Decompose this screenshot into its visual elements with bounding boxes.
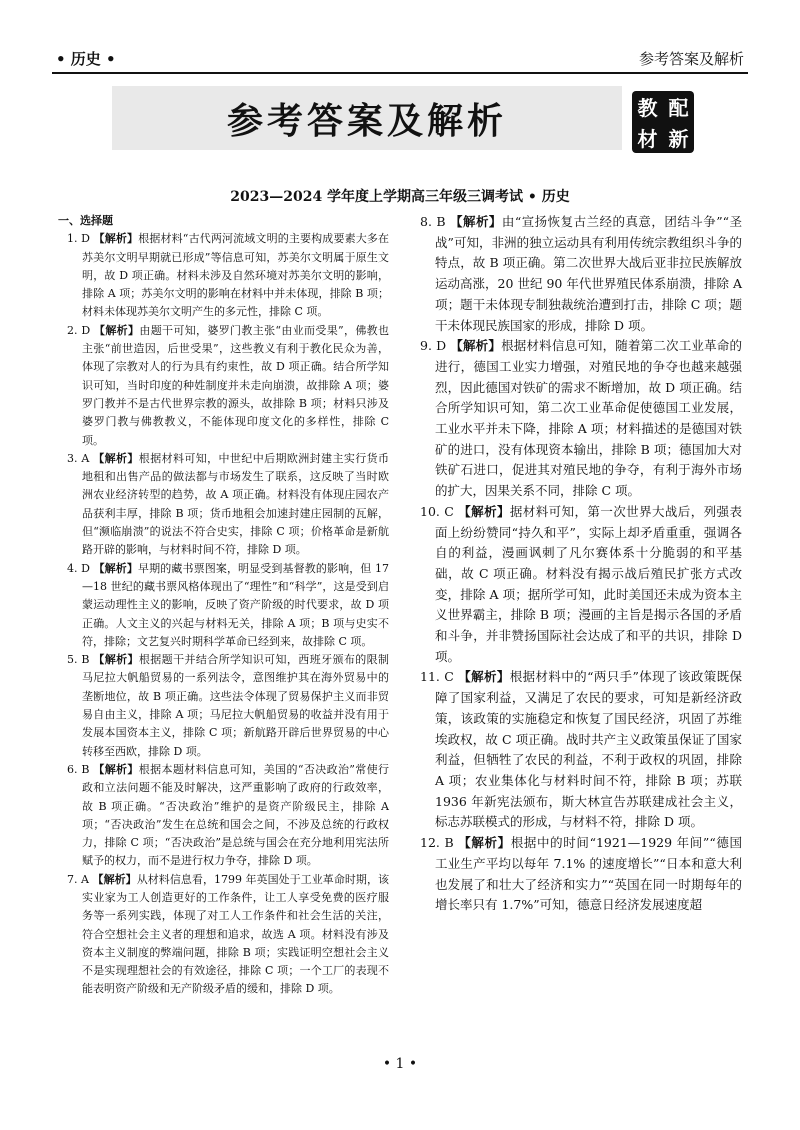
page-number: • 1 •	[382, 1056, 418, 1072]
answer-item-1: 1. D 【解析】根据材料“古代两河流域文明的主要构成要素大多在苏美尔文明早期就已形成”等信息可知，苏美尔文明属于原生文明，故 D 项正确。材料未涉及自然环境对苏美尔文明的影响，排除 A 项；苏美尔文明的影响在材料中并未体现，排除 B 项；材料未体现苏美尔文明产生的多元性，排除 C 项。	[67, 232, 390, 319]
publisher-logo	[632, 91, 694, 153]
answer-item-3: 3. A 【解析】根据材料可知，中世纪中后期欧洲封建主实行货币地租和出售产品的做法都与市场发生了联系，这反映了当时欧洲农业经济转型的趋势，故 A 项正确。材料没有体现庄园农产品获利丰厚，排除 B 项；货币地租会加速封建庄园制的瓦解，但“濒临崩溃”的说法不符合史实，排除 C 项；价格革命是新航路开辟的影响，与材料时间不符，排除 D 项。	[67, 451, 390, 557]
answer-item-8: 8. B 【解析】由“宣扬恢复古兰经的真意，团结斗争”“圣战”可知，非洲的独立运动具有利用传统宗教组织斗争的特点，故 B 项正确。第二次世界大战后亚非拉民族解放运动高涨，20 世纪 90 年代世界殖民体系崩溃，排除 A 项；题干未体现专制独裁统治遭到打击，排除 C 项；题干未体现民族国家的形成，排除 D 项。	[420, 214, 742, 333]
exam-title: 2023—2024 学年度上学期高三年级三调考试 • 历史	[230, 189, 570, 205]
logo-char: 教	[637, 96, 658, 120]
answer-item-7: 7. A 【解析】从材料信息看，1799 年英国处于工业革命时期，该实业家为工人创造更好的工作条件，让工人享受免费的医疗服务等一系列实践，体现了对工人工作条件和社会生活的关注，符合空想社会主义者的理想和追求，故选 A 项。材料没有涉及资本主义制度的弊端问题，排除 B 项；实践证明空想社会主义不是实现理想社会的有效途径，排除 C 项；一个工厂的表现不能表明资产阶级和无产阶级矛盾的缓和，排除 D 项。	[67, 872, 390, 996]
header-divider	[52, 72, 748, 74]
answer-item-6: 6. B 【解析】根据本题材料信息可知，美国的“否决政治”常使行政和立法问题不能及时解决，这严重影响了政府的行政效率，故 B 项正确。“否决政治”维护的是资产阶级民主，排除 A 项；“否决政治”发生在总统和国会之间，不涉及总统的行政权力，排除 C 项；“否决政治”是总统与国会在充分地利用宪法所赋予的权力，而不是进行权力争夺，排除 D 项。	[67, 762, 390, 868]
logo-char: 材	[637, 127, 658, 151]
logo-char: 配	[668, 96, 689, 120]
right-column	[411, 212, 742, 916]
header-subject: • 历史 •	[56, 50, 116, 68]
answer-item-11: 11. C 【解析】根据材料中的“两只手”体现了该政策既保障了国家利益，又满足了农民的要求，可知是新经济政策，该政策的实施稳定和恢复了国民经济，巩固了苏维埃政权，故 C 项正确。战时共产主义政策虽保证了国家利益，但牺牲了农民的利益，不利于政权的巩固，排除 A 项；农业集体化与材料时间不符，排除 B 项；苏联 1936 年新宪法颁布，斯大林宣告苏联建成社会主义，标志苏联模式的形成，与材料不符，排除 D 项。	[420, 669, 742, 830]
left-column	[58, 212, 389, 999]
answer-item-9: 9. D 【解析】根据材料信息可知，随着第二次工业革命的进行，德国工业实力增强，对殖民地的争夺也越来越强烈，因此德国对铁矿的需求不断增加，故 D 项正确。结合所学知识可知，第二次工业革命促使德国工业发展，工业水平并未下降，排除 A 项；材料描述的是德国对铁矿的进口，没有体现资本输出，排除 B 项；德国加大对铁矿石进口，促进其对殖民地的争夺，有利于海外市场的扩大，因果关系不同，排除 C 项。	[420, 338, 742, 499]
answer-item-2: 2. D 【解析】由题干可知，婆罗门教主张“由业而受果”，佛教也主张“前世造因，后世受果”，这些教义有利于教化民众为善，体现了宗教对人的行为具有约束性，故 D 项正确。结合所学知识可知，当时印度的种姓制度并未走向崩溃，故排除 A 项；婆罗门教并不是古代世界宗教的源头，故排除 B 项；材料只涉及婆罗门教与佛教教义，不能体现印度文化的多样性，排除 C 项。	[67, 323, 390, 447]
title-banner	[112, 86, 622, 150]
section-title: 一、选择题	[58, 214, 113, 227]
answer-item-12: 12. B 【解析】根据中的时间“1921—1929 年间”“德国工业生产平均以每年 7.1% 的速度增长”“日本和意大利也发展了和壮大了经济和实力”“英国在同一时期每年的增长率只有 1.7%”可知，德意日经济发展速度超	[420, 835, 742, 913]
logo-char: 新	[668, 127, 689, 151]
answer-item-10: 10. C 【解析】据材料可知，第一次世界大战后，列强表面上纷纷赞同“持久和平”，实际上却矛盾重重，强调各自的利益，漫画讽刺了凡尔赛体系十分脆弱的和平基础，故 C 项正确。材料没有揭示战后殖民扩张方式改变，排除 A 项；据所学可知，此时美国还未成为资本主义世界霸主，排除 B 项；漫画的主旨是揭示各国的矛盾和斗争，并非赞扬国际社会达成了和平的共识，排除 D 项。	[420, 503, 742, 664]
banner-title: 参考答案及解析	[226, 100, 507, 142]
answer-item-5: 5. B 【解析】根据题干并结合所学知识可知，西班牙颁布的限制马尼拉大帆船贸易的一系列法令，意图维护其在海外贸易中的垄断地位，故 B 项正确。这些法令体现了贸易保护主义而非贸易自由主义，排除 A 项；马尼拉大帆船贸易的收益并没有用于发展本国资本主义，排除 C 项；新航路开辟后世界贸易的中心转移至西欧，排除 D 项。	[67, 653, 390, 758]
header-section: 参考答案及解析	[638, 50, 744, 68]
answer-item-4: 4. D 【解析】早期的藏书票图案，明显受到基督教的影响，但 17—18 世纪的藏书票风格体现出了“理性”和“科学”，这是受到启蒙运动理性主义的影响，反映了资产阶级的时代要求，故 D 项正确。人文主义的兴起与材料无关，排除 A 项；B 项与史实不符，排除；文艺复兴时期科学革命已经到来，故排除 C 项。	[67, 561, 390, 648]
